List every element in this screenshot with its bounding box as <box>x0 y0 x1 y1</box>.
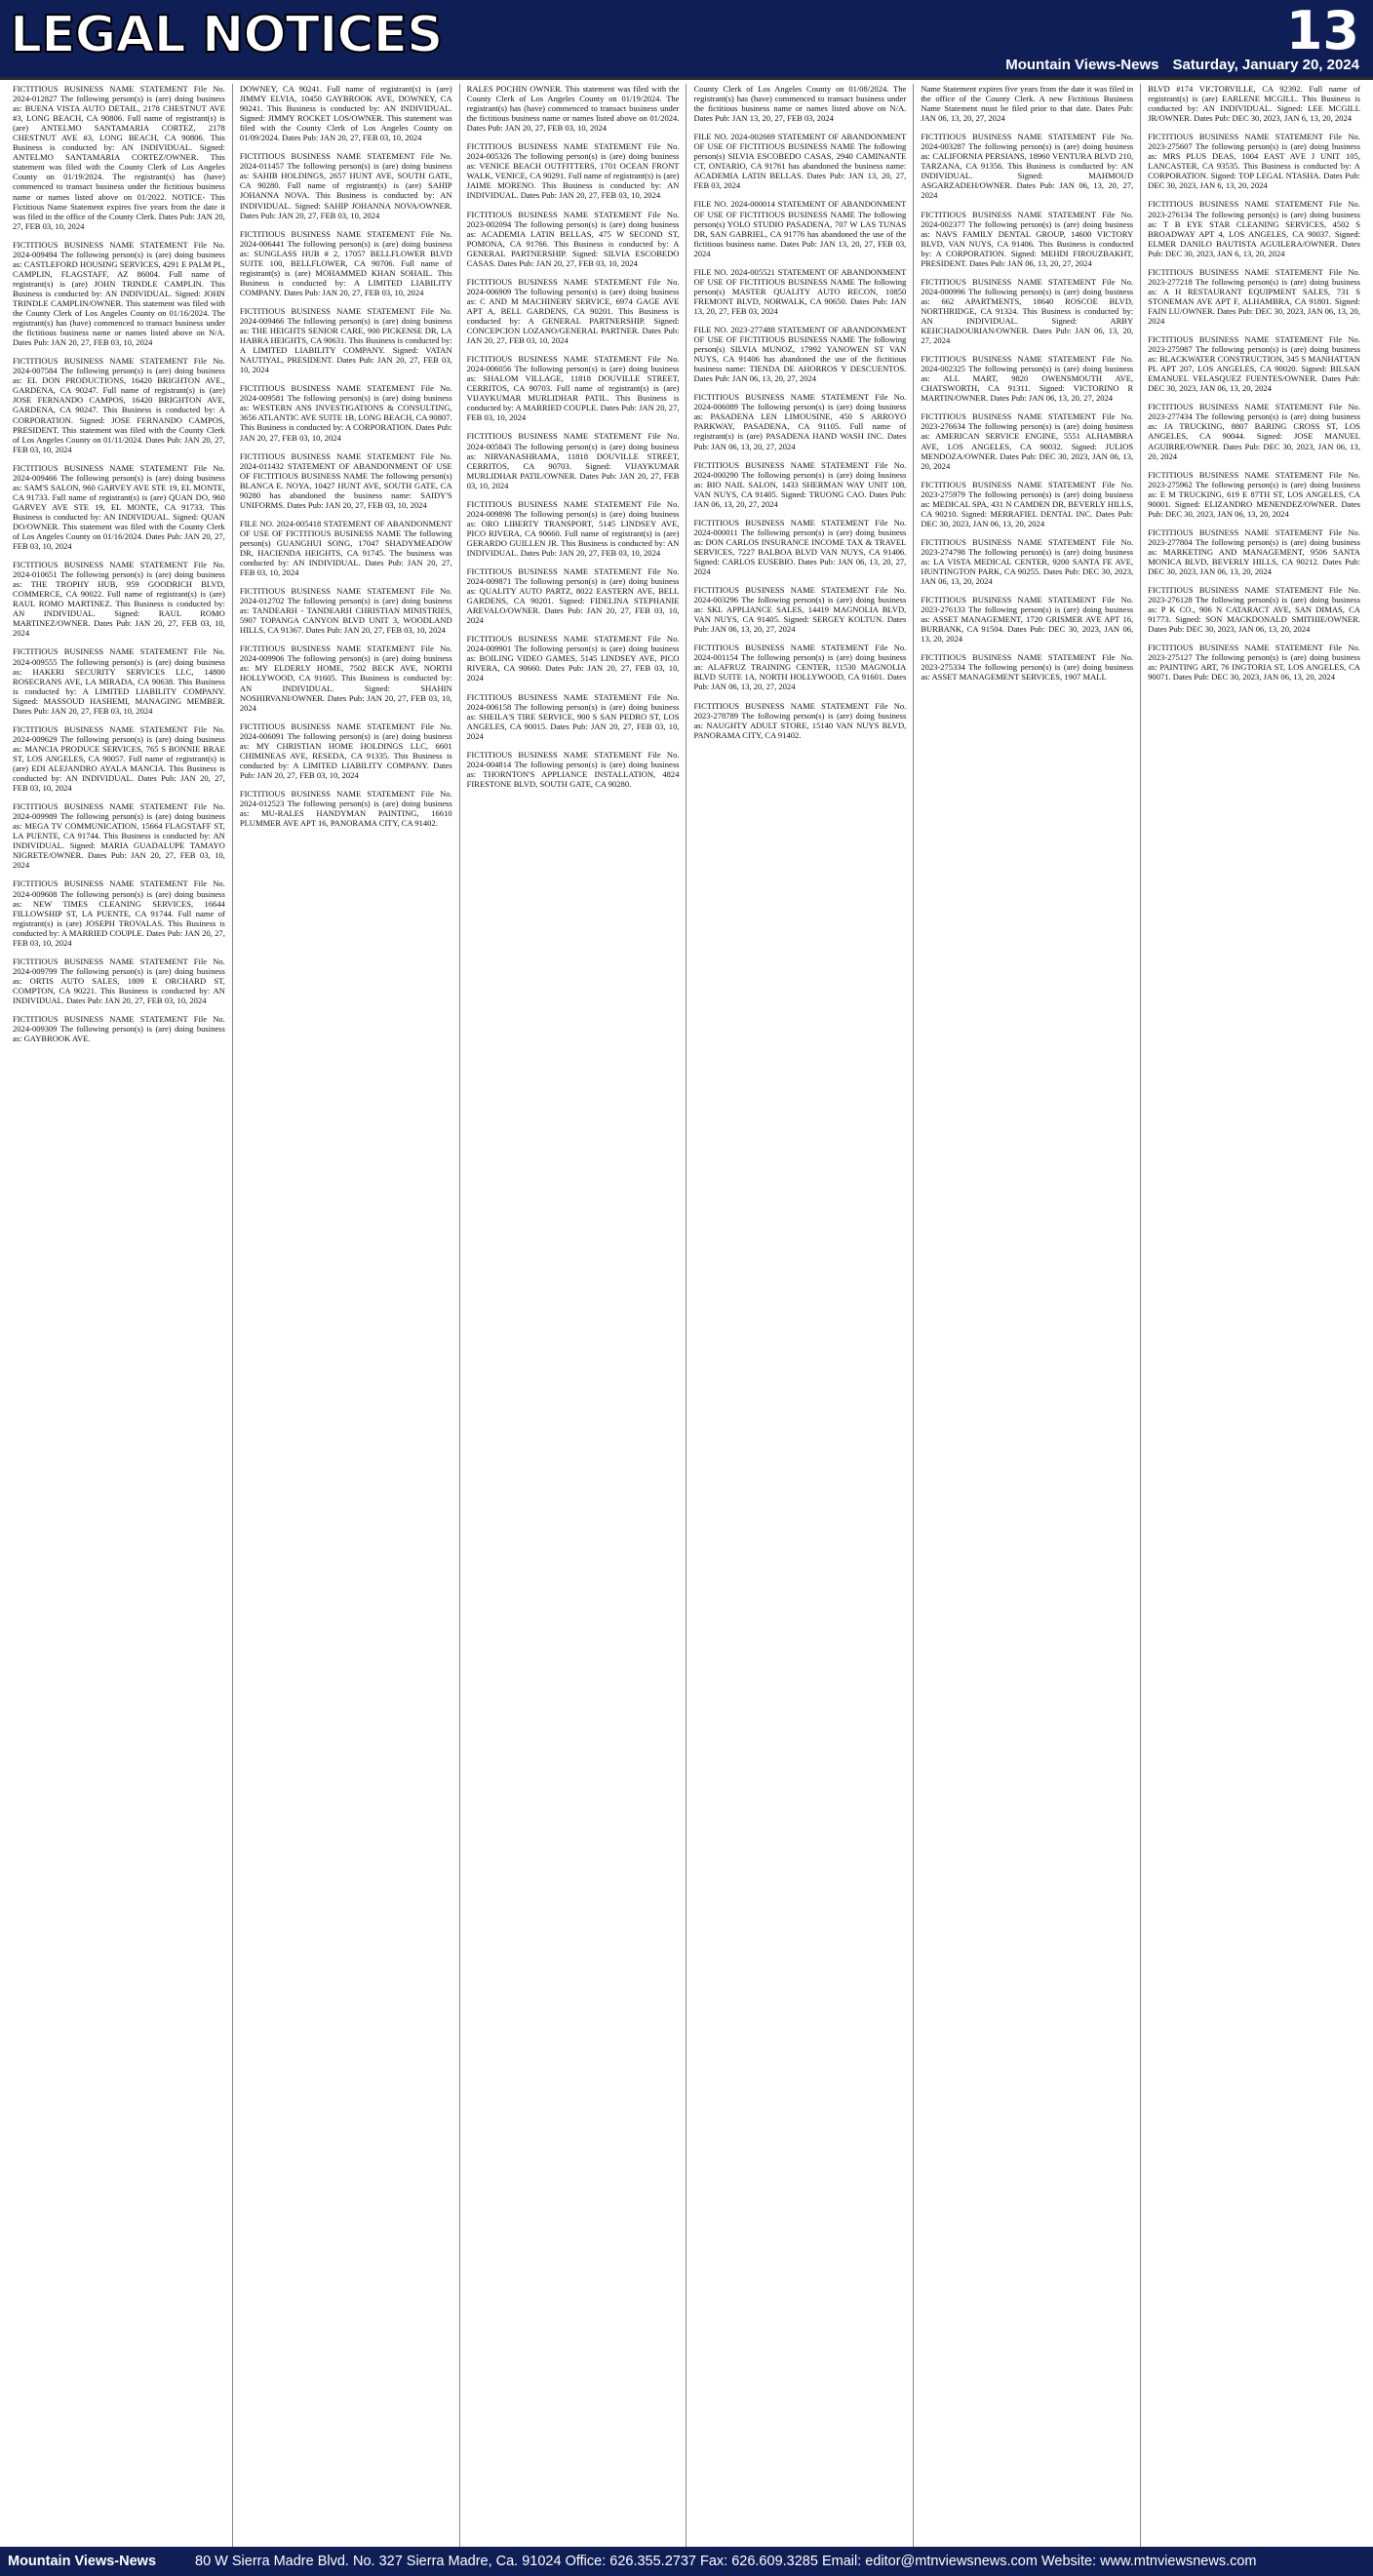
legal-notice: FICTITIOUS BUSINESS NAME STATEMENT File No. 2024-009799 The following person(s) is (are) doing business as: ORTIS AUTO SALES, 1809 E ORCHARD ST, COMPTON, CA 90221. This Business is conducted by: AN INDIVIDUAL. Dates Pub: JAN 20, 27, FEB 03, 10, 2024 <box>13 956 225 1005</box>
legal-notice: FICTITIOUS BUSINESS NAME STATEMENT File No. 2024-009555 The following person(s) is (are) doing business as: HAKERI SECURITY SERVICES LLC, 14800 ROSECRANS AVE, LA MIRADA, CA 90638. This Business is conducted by: A LIMITED LIABILITY COMPANY. Signed: MASSOUD HASHEMI, MANAGING MEMBER. Dates Pub: JAN 20, 27, FEB 03, 10, 2024 <box>13 646 225 716</box>
legal-notice: BLVD #174 VICTORVILLE, CA 92392. Full name of registrant(s) is (are) EARLENE MCGILL. This Business is conducted by: AN INDIVIDUAL. Signed: LEE MCGILL JR/OWNER. Dates Pub: DEC 30, 2023, JAN 6, 13, 20, 2024 <box>1148 84 1360 124</box>
legal-notice: FICTITIOUS BUSINESS NAME STATEMENT File No. 2024-009898 The following person(s) is (are) doing business as: ORO LIBERTY TRANSPORT, 5145 LINDSEY AVE, PICO RIVERA, CA 90660. Full name of registrant(s) is (are) GERARDO GUILLEN JR. This Business is conducted by: AN INDIVIDUAL. Dates Pub: JAN 20, 27, FEB 03, 10, 2024 <box>466 498 680 558</box>
legal-notice: FICTITIOUS BUSINESS NAME STATEMENT File No. 2023-276128 The following person(s) is (are) doing business as: P K CO., 906 N CATARACT AVE, SAN DIMAS, CA 91773. Signed: SON MACKDONALD SMITHIE/OWNER. Dates Pub: DEC 30, 2023, JAN 06, 13, 20, 2024 <box>1148 585 1360 635</box>
legal-notice: FILE NO. 2024-005418 STATEMENT OF ABANDONMENT OF USE OF FICTITIOUS BUSINESS NAME The following person(s) GUANGHUI SONG, 17047 SHADYMEADOW DR, HACIENDA HEIGHTS, CA 91745. The business was conducted by: AN INDIVIDUAL. Dates Pub: JAN 20, 27, FEB 03, 10, 2024 <box>239 518 452 578</box>
footer-bar <box>0 2547 1373 2576</box>
legal-notice: FICTITIOUS BUSINESS NAME STATEMENT File No. 2024-007584 The following person(s) is (are) doing business as: EL DON PRODUCTIONS, 16420 BRIGHTON AVE., GARDENA, CA 90247. Full name of registrant(s) is (are) JOSE FERNANDO CAMPOS, 16420 BRIGHTON AVE, GARDENA, CA 90247. This Business is conducted by: A CORPORATION. Signed: JOSE FERNANDO CAMPOS, PRESIDENT. This statement was filed with the County Clerk of Los Angeles County on 01/11/2024. Dates Pub: JAN 20, 27, FEB 03, 10, 2024 <box>13 356 225 454</box>
page-number: 13 <box>1285 0 1359 61</box>
column-2 <box>233 84 460 2547</box>
section-title: LEGAL NOTICES <box>10 6 443 64</box>
legal-notice: FICTITIOUS BUSINESS NAME STATEMENT File No. 2024-009466 The following person(s) is (are) doing business as: SAM'S SALON, 960 GARVEY AVE STE 19, EL MONTE, CA 91733. Full name of registrant(s) is (are) QUAN DO, 960 GARVEY AVE STE 19, EL MONTE, CA 91733. This Business is conducted by: AN INDIVIDUAL. Signed: QUAN DO/OWNER. This statement was filed with the County Clerk of Los Angeles County on 01/16/2024. Dates Pub: JAN 20, 27, FEB 03, 10, 2024 <box>13 462 225 552</box>
legal-notice: FICTITIOUS BUSINESS NAME STATEMENT File No. 2024-010651 The following person(s) is (are) doing business as: THE TROPHY HUB, 959 GOODRICH BLVD, COMMERCE, CA 90022. Full name of registrant(s) is (are) RAUL ROMO MARTINEZ. This Business is conducted by: AN INDIVIDUAL. Signed: RAUL ROMO MARTINEZ/OWNER. Dates Pub: JAN 20, 27, FEB 03, 10, 2024 <box>13 560 225 639</box>
legal-notice: FICTITIOUS BUSINESS NAME STATEMENT File No. 2023-276634 The following person(s) is (are) doing business as: AMERICAN SERVICE ENGINE, 5551 ALHAMBRA AVE, LOS ANGELES, CA 90032. Signed: JULIOS MENDOZA/OWNER. Dates Pub: DEC 30, 2023, JAN 06, 13, 20, 2024 <box>921 411 1134 471</box>
legal-notice: FILE NO. 2024-005521 STATEMENT OF ABANDONMENT OF USE OF FICTITIOUS BUSINESS NAME The following person(s) MASTER QUALITY AUTO RECON, 10850 FREMONT BLVD, NORWALK, CA 90650. Dates Pub: JAN 13, 20, 27, FEB 03, 2024 <box>693 266 907 316</box>
legal-notice: FILE NO. 2024-000014 STATEMENT OF ABANDONMENT OF USE OF FICTITIOUS BUSINESS NAME The following person(s) YOLO STUDIO PASADENA, 707 W LAS TUNAS DR, SAN GABRIEL, CA 91776 has abandoned the use of the fictitious business name. Dates Pub: JAN 13, 20, 27, FEB 03, 2024 <box>693 199 907 258</box>
legal-notice: FICTITIOUS BUSINESS NAME STATEMENT File No. 2023-274798 The following person(s) is (are) doing business as: LA VISTA MEDICAL CENTER, 9200 SANTA FE AVE, HUNTINGTON PARK, CA 90255. Dates Pub: DEC 30, 2023, JAN 06, 13, 20, 2024 <box>921 536 1134 587</box>
legal-notice: FICTITIOUS BUSINESS NAME STATEMENT File No. 2024-012827 The following person(s) is (are) doing business as: BUENA VISTA AUTO DETAIL, 2178 CHESTNUT AVE #3, LONG BEACH, CA 90806. Full name of registrant(s) is (are) ANTELMO SANTAMARIA CORTEZ, 2178 CHESTNUT AVE #3, LONG BEACH, CA 90806. This Business is conducted by: AN INDIVIDUAL. Signed: ANTELMO SANTAMARIA CORTEZ/OWNER. This statement was filed with the County Clerk of Los Angeles County on 01/19/2024. The registrant(s) has (have) commenced to transact business under the fictitious business name or names listed above on 01/2022. NOTICE- This Fictitious Name Statement expires five years from the date it was filed in the office of the County Clerk. Dates Pub: JAN 20, 27, FEB 03, 10, 2024 <box>13 84 225 231</box>
legal-notice: FICTITIOUS BUSINESS NAME STATEMENT File No. 2024-009989 The following person(s) is (are) doing business as: MEGA TV COMMUNICATION, 15664 FLAGSTAFF ST, LA PUENTE, CA 91744. This Business is conducted by: AN INDIVIDUAL. Signed: MARIA GUADALUPE TAMAYO NIGRETE/OWNER. Dates Pub: JAN 20, 27, FEB 03, 10, 2024 <box>13 801 225 871</box>
footer-name: Mountain Views-News <box>8 2554 157 2569</box>
notice-columns <box>6 84 1367 2547</box>
legal-notice: FICTITIOUS BUSINESS NAME STATEMENT File No. 2024-006909 The following person(s) is (are) doing business as: C AND M MACHINERY SERVICE, 6974 GAGE AVE APT A, BELL GARDENS, CA 90201. This Business is conducted by: A GENERAL PARTNERSHIP. Signed: CONCEPCION LOZANO/GENERAL PARTNER. Dates Pub: JAN 20, 27, FEB 03, 10, 2024 <box>466 276 680 346</box>
legal-notice: FICTITIOUS BUSINESS NAME STATEMENT File No. 2024-009466 The following person(s) is (are) doing business as: THE HEIGHTS SENIOR CARE, 900 PICKENSE DR, LA HABRA HEIGHTS, CA 90631. This Business is conducted by: A LIMITED LIABILITY COMPANY. Signed: VATAN NAUTIYAL, PRESIDENT. Dates Pub: JAN 20, 27, FEB 03, 10, 2024 <box>239 305 452 375</box>
legal-notice: FICTITIOUS BUSINESS NAME STATEMENT File No. 2024-009906 The following person(s) is (are) doing business as: MY ELDERLY HOME, 7502 BECK AVE, NORTH HOLLYWOOD, CA 91605. This Business is conducted by: AN INDIVIDUAL. Signed: SHAHIN NOSHIRVANI/OWNER. Dates Pub: JAN 20, 27, FEB 03, 10, 2024 <box>239 644 452 713</box>
legal-notice: FICTITIOUS BUSINESS NAME STATEMENT File No. 2024-002377 The following person(s) is (are) doing business as: NAVS FAMILY DENTAL GROUP, 14600 VICTORY BLVD, VAN NUYS, CA 91406. This Business is conducted by: A CORPORATION. Signed: MEHDI FIROUZBAKHT, PRESIDENT. Dates Pub: JAN 06, 13, 20, 27, 2024 <box>921 209 1134 268</box>
legal-notice: FICTITIOUS BUSINESS NAME STATEMENT File No. 2023-275987 The following person(s) is (are) doing business as: BLACKWATER CONSTRUCTION, 345 S MANHATTAN PL APT 207, LOS ANGELES, CA 90020. Signed: BILSAN EMANUEL VELASQUEZ FUENTES/OWNER. Dates Pub: DEC 30, 2023, JAN 06, 13, 20, 2024 <box>1148 334 1360 394</box>
legal-notice: FICTITIOUS BUSINESS NAME STATEMENT File No. 2023-275607 The following person(s) is (are) doing business as: MRS PLUS DEAS, 1004 EAST AVE J UNIT 105, LANCASTER, CA 93535. This Business is conducted by: A CORPORATION. Signed: TOP LEGAL NTASHA. Dates Pub: DEC 30, 2023, JAN 6, 13, 20, 2024 <box>1148 132 1360 191</box>
legal-notice: FICTITIOUS BUSINESS NAME STATEMENT File No. 2024-006056 The following person(s) is (are) doing business as: SHALOM VILLAGE, 11818 DOUVILLE STREET, CERRITOS, CA 90703. Full name of registrant(s) is (are) VIJAYKUMAR MURLIDHAR PATIL. This Business is conducted by: A MARRIED COUPLE. Dates Pub: JAN 20, 27, FEB 03, 10, 2024 <box>466 354 680 423</box>
issue-date: Saturday, January 20, 2024 <box>1172 57 1359 73</box>
legal-notice: FICTITIOUS BUSINESS NAME STATEMENT File No. 2024-009608 The following person(s) is (are) doing business as: NEW TIMES CLEANING SERVICES, 16644 FILLOWSHIP ST, LA PUENTE, CA 91744. Full name of registrant(s) is (are) JOSEPH TROVALAS. This Business is conducted by: A MARRIED COUPLE. Dates Pub: JAN 20, 27, FEB 03, 10, 2024 <box>13 878 225 948</box>
masthead <box>0 0 1373 80</box>
legal-notice: FICTITIOUS BUSINESS NAME STATEMENT File No. 2024-003296 The following person(s) is (are) doing business as: SKL APPLIANCE SALES, 14419 MAGNOLIA BLVD, VAN NUYS, CA 91405. Signed: SERGEY KOLTUN. Dates Pub: JAN 06, 13, 20, 27, 2024 <box>693 585 907 635</box>
legal-notice: FICTITIOUS BUSINESS NAME STATEMENT File No. 2024-012702 The following person(s) is (are) doing business as: TANDEARH - TANDEARH CHRISTIAN MINISTRIES, 5907 TOPANGA CANYON BLVD UNIT 3, WOODLAND HILLS, CA 91367. Dates Pub: JAN 20, 27, FEB 03, 10, 2024 <box>239 586 452 636</box>
legal-notice: FICTITIOUS BUSINESS NAME STATEMENT File No. 2023-276134 The following person(s) is (are) doing business as: T B EYE STAR CLEANING SERVICES, 4502 S BROADWAY APT 4, LOS ANGELES, CA 90037. Signed: ELMER DANILO BAUTISTA AGUILERA/OWNER. Dates Pub: DEC 30, 2023, JAN 6, 13, 20, 2024 <box>1148 199 1360 258</box>
footer-contact: 80 W Sierra Madre Blvd. No. 327 Sierra Madre, Ca. 91024 Office: 626.355.2737 Fax: 626.609.3285 Email: editor@mtnviewsnews.com Website: www.mtnviewsnews.com <box>195 2554 1257 2569</box>
legal-notice: FICTITIOUS BUSINESS NAME STATEMENT File No. 2024-000996 The following person(s) is (are) doing business as: 662 APARTMENTS, 18640 ROSCOE BLVD, NORTHRIDGE, CA 91324. This Business is conducted by: AN INDIVIDUAL. Signed: ARBY KEHCHADOURIAN/OWNER. Dates Pub: JAN 06, 13, 20, 27, 2024 <box>921 276 1134 346</box>
legal-notice: FICTITIOUS BUSINESS NAME STATEMENT File No. 2024-009629 The following person(s) is (are) doing business as: MANCIA PRODUCE SERVICES, 765 S BONNIE BRAE ST, LOS ANGELES, CA 90057. Full name of registrant(s) is (are) EDI ALEJANDRO AYALA MANCIA. This Business is conducted by: AN INDIVIDUAL. Dates Pub: JAN 20, 27, FEB 03, 10, 2024 <box>13 723 225 794</box>
legal-notice: FICTITIOUS BUSINESS NAME STATEMENT File No. 2024-011457 The following person(s) is (are) doing business as: SAHIB HOLDINGS, 2657 HUNT AVE, SOUTH GATE, CA 90280. Full name of registrant(s) is (are) SAHIP JOHANNA NOVA. This Business is conducted by: AN INDIVIDUAL. Signed: SAHIP JOHANNA NOVA/OWNER. Dates Pub: JAN 20, 27, FEB 03, 10, 2024 <box>239 151 452 220</box>
legal-notice: FICTITIOUS BUSINESS NAME STATEMENT File No. 2024-009581 The following person(s) is (are) doing business as: WESTERN ANS INVESTIGATIONS & CONSULTING, 3656 ATLANTIC AVE SUITE 1B, LONG BEACH, CA 90807. This Business is conducted by: A CORPORATION. Dates Pub: JAN 20, 27, FEB 03, 10, 2024 <box>239 383 452 443</box>
legal-notice: FILE NO. 2023-277488 STATEMENT OF ABANDONMENT OF USE OF FICTITIOUS BUSINESS NAME The following person(s) SILVIA MUNOZ, 17992 YANOWEN ST VAN NUYS, CA 91406 has abandoned the use of the fictitious business name: TIENDA DE AHORROS Y DESCUENTOS. Dates Pub: JAN 06, 13, 20, 27, 2024 <box>693 324 907 384</box>
legal-notice: FICTITIOUS BUSINESS NAME STATEMENT File No. 2024-009871 The following person(s) is (are) doing business as: QUALITY AUTO PARTZ, 8022 EASTERN AVE, BELL GARDENS, CA 90201. Signed: FIDELINA STEPHANIE AREVALO/OWNER. Dates Pub: JAN 20, 27, FEB 03, 10, 2024 <box>466 566 680 626</box>
legal-notice: FICTITIOUS BUSINESS NAME STATEMENT File No. 2024-009901 The following person(s) is (are) doing business as: BOILING VIDEO GAMES, 5145 LINDSEY AVE, PICO RIVERA, CA 90660. Dates Pub: JAN 20, 27, FEB 03, 10, 2024 <box>466 634 680 683</box>
legal-notice: FICTITIOUS BUSINESS NAME STATEMENT File No. 2024-009494 The following person(s) is (are) doing business as: CASTLEFORD HOUSING SERVICES, 4291 E PALM PL, CAMPLIN, FLAGSTAFF, AZ 86004. Full name of registrant(s) is (are) JOHN TRINDLE CAMPLIN. This Business is conducted by: AN INDIVIDUAL. Signed: JOHN TRINDLE CAMPLIN/OWNER. This statement was filed with the County Clerk of Los Angeles County on 01/16/2024. The registrant(s) has (have) commenced to transact business under the fictitious business name or names listed above on N/A. Dates Pub: JAN 20, 27, FEB 03, 10, 2024 <box>13 239 225 348</box>
legal-notice: FICTITIOUS BUSINESS NAME STATEMENT File No. 2024-011432 STATEMENT OF ABANDONMENT OF USE OF FICTITIOUS BUSINESS NAME The following person(s) BLANCA E. NOYA, 10427 HUNT AVE, SOUTH GATE, CA 90280 has abandoned the business name: SAIDY'S UNIFORMS. Dates Pub: JAN 20, 27, FEB 03, 10, 2024 <box>239 450 452 510</box>
publication-line <box>992 57 1359 73</box>
legal-notice: FICTITIOUS BUSINESS NAME STATEMENT File No. 2023-002094 The following person(s) is (are) doing business as: ACADEMIA LATIN BELLAS, 475 W SECOND ST, POMONA, CA 91766. This Business is conducted by: A GENERAL PARTNERSHIP. Signed: SILVIA ESCOBEDO CASAS. Dates Pub: JAN 20, 27, FEB 03, 10, 2024 <box>466 209 680 268</box>
column-6 <box>1141 84 1367 2547</box>
legal-notice: FICTITIOUS BUSINESS NAME STATEMENT File No. 2024-006089 The following person(s) is (are) doing business as: PASADENA LEN LIMOUSINE, 450 S ARROYO PARKWAY, PASADENA, CA 91105. Full name of registrant(s) is (are) PASADENA HAND WASH INC. Dates Pub: JAN 06, 13, 20, 27, 2024 <box>693 392 907 451</box>
legal-notice: FICTITIOUS BUSINESS NAME STATEMENT File No. 2023-275962 The following person(s) is (are) doing business as: E M TRUCKING, 619 E 87TH ST, LOS ANGELES, CA 90001. Signed: ELIZANDRO MENENDEZ/OWNER. Dates Pub: DEC 30, 2023, JAN 06, 13, 20, 2024 <box>1148 469 1360 519</box>
column-4 <box>686 84 914 2547</box>
legal-notice: FICTITIOUS BUSINESS NAME STATEMENT File No. 2024-000290 The following person(s) is (are) doing business as: BIO NAIL SALON, 1433 SHERMAN WAY UNIT 108, VAN NUYS, CA 91405. Signed: TRUONG CAO. Dates Pub: JAN 06, 13, 20, 27, 2024 <box>693 459 907 509</box>
legal-notice: FICTITIOUS BUSINESS NAME STATEMENT File No. 2024-005326 The following person(s) is (are) doing business as: VENICE BEACH OUTFITTERS, 1701 OCEAN FRONT WALK, VENICE, CA 90291. Full name of registrant(s) is (are) JAIME MORENO. This Business is conducted by: AN INDIVIDUAL. Dates Pub: JAN 20, 27, FEB 03, 10, 2024 <box>466 141 680 201</box>
legal-notice: FICTITIOUS BUSINESS NAME STATEMENT File No. 2024-006158 The following person(s) is (are) doing business as: SHEILA'S TIRE SERVICE, 900 S SAN PEDRO ST, LOS ANGELES, CA 90015. Dates Pub: JAN 20, 27, FEB 03, 10, 2024 <box>466 691 680 741</box>
legal-notice: FICTITIOUS BUSINESS NAME STATEMENT File No. 2024-006441 The following person(s) is (are) doing business as: SUNGLASS HUB # 2, 17057 BELLFLOWER BLVD SUITE 100, BELLFLOWER, CA 90706. Full name of registrant(s) is (are) MOHAMMED KHAN SOHAIL. This Business is conducted by: A LIMITED LIABILITY COMPANY. Dates Pub: JAN 20, 27, FEB 03, 10, 2024 <box>239 228 452 297</box>
legal-notice: FILE NO. 2024-002669 STATEMENT OF ABANDONMENT OF USE OF FICTITIOUS BUSINESS NAME The following person(s) SILVIA ESCOBEDO CASAS, 2940 CAMINANTE CT, ONTARIO, CA 91761 has abandoned the business name: ACADEMIA LATIN BELLAS. Dates Pub: JAN 13, 20, 27, FEB 03, 2024 <box>693 132 907 191</box>
legal-notice: FICTITIOUS BUSINESS NAME STATEMENT File No. 2023-275334 The following person(s) is (are) doing business as: ASSET MANAGEMENT SERVICES, 1907 MALL <box>921 652 1134 683</box>
legal-notice: FICTITIOUS BUSINESS NAME STATEMENT File No. 2023-275127 The following person(s) is (are) doing business as: PAINTING ART, 76 INGTORIA ST, LOS ANGELES, CA 90071. Dates Pub: DEC 30, 2023, JAN 06, 13, 20, 2024 <box>1148 643 1360 683</box>
legal-notice: FICTITIOUS BUSINESS NAME STATEMENT File No. 2023-277434 The following person(s) is (are) doing business as: JA TRUCKING, 8807 BARING CROSS ST, LOS ANGELES, CA 90044. Signed: JOSE MANUEL AGUIRRE/OWNER. Dates Pub: DEC 30, 2023, JAN 06, 13, 20, 2024 <box>1148 402 1360 461</box>
legal-notice: FICTITIOUS BUSINESS NAME STATEMENT File No. 2023-277804 The following person(s) is (are) doing business as: MARKETING AND MANAGEMENT, 9506 SANTA MONICA BLVD, BEVERLY HILLS, CA 90212. Dates Pub: DEC 30, 2023, JAN 06, 13, 20, 2024 <box>1148 527 1360 577</box>
legal-notice: DOWNEY, CA 90241. Full name of registrant(s) is (are) JIMMY ELVIA, 10450 GAYBROOK AVE, DOWNEY, CA 90241. This Business is conducted by: AN INDIVIDUAL. Signed: JIMMY ROCKET LOS/OWNER. This statement was filed with the County Clerk of Los Angeles County on 01/09/2024. Dates Pub: JAN 20, 27, FEB 03, 10, 2024 <box>239 84 452 143</box>
legal-notice: FICTITIOUS BUSINESS NAME STATEMENT File No. 2023-278789 The following person(s) is (are) doing business as: NAUGHTY ADULT STORE, 15140 VAN NUYS BLVD, PANORAMA CITY, CA 91402. <box>693 700 907 740</box>
legal-notice: Name Statement expires five years from the date it was filed in the office of the County Clerk. A new Fictitious Business Name Statement must be filed prior to that date. Dates Pub: JAN 06, 13, 20, 27, 2024 <box>921 84 1134 124</box>
legal-notice: County Clerk of Los Angeles County on 01/08/2024. The registrant(s) has (have) commenced to transact business under the fictitious business name or names listed above on N/A. Dates Pub: JAN 13, 20, 27, FEB 03, 2024 <box>693 84 907 124</box>
legal-notice: FICTITIOUS BUSINESS NAME STATEMENT File No. 2023-277218 The following person(s) is (are) doing business as: A H RESTAURANT EQUIPMENT SALES, 731 S STONEMAN AVE APT F, ALHAMBRA, CA 91801. Signed: FAIN LU/OWNER. Dates Pub: DEC 30, 2023, JAN 06, 13, 20, 2024 <box>1148 266 1360 326</box>
legal-notice: FICTITIOUS BUSINESS NAME STATEMENT File No. 2024-001154 The following person(s) is (are) doing business as: ALAFRUZ TRAINING CENTER, 11530 MAGNOLIA BLVD SUITE 1A, NORTH HOLLYWOOD, CA 91601. Dates Pub: JAN 06, 13, 20, 27, 2024 <box>693 643 907 692</box>
legal-notice: FICTITIOUS BUSINESS NAME STATEMENT File No. 2023-276133 The following person(s) is (are) doing business as: ASSET MANAGEMENT, 1720 GRISMER AVE APT 16, BURBANK, CA 91504. Dates Pub: DEC 30, 2023, JAN 06, 13, 20, 2024 <box>921 595 1134 644</box>
legal-notice: FICTITIOUS BUSINESS NAME STATEMENT File No. 2024-006091 The following person(s) is (are) doing business as: MY CHRISTIAN HOME HOLDINGS LLC, 6601 CHIMINEAS AVE, RESEDA, CA 91335. This Business is conducted by: A LIMITED LIABILITY COMPANY. Dates Pub: JAN 20, 27, FEB 03, 10, 2024 <box>239 721 452 780</box>
legal-notice: FICTITIOUS BUSINESS NAME STATEMENT File No. 2023-275979 The following person(s) is (are) doing business as: MEDICAL SPA, 431 N CAMDEN DR, BEVERLY HILLS, CA 90210. Signed: MERRAFIEL DENTAL INC. Dates Pub: DEC 30, 2023, JAN 06, 13, 20, 2024 <box>921 479 1134 528</box>
column-5 <box>914 84 1141 2547</box>
legal-notice: FICTITIOUS BUSINESS NAME STATEMENT File No. 2024-012523 The following person(s) is (are) doing business as: MU-RALES HANDYMAN PAINTING, 16610 PLUMMER AVE APT 16, PANORAMA CITY, CA 91402. <box>239 788 452 829</box>
legal-notice: RALES POCHIN OWNER. This statement was filed with the County Clerk of Los Angeles County on 01/19/2024. The registrant(s) has (have) commenced to transact business under the fictitious business name or names listed above on 01/2024. Dates Pub: JAN 20, 27, FEB 03, 10, 2024 <box>466 84 680 134</box>
legal-notice: FICTITIOUS BUSINESS NAME STATEMENT File No. 2024-000011 The following person(s) is (are) doing business as: DON CARLOS INSURANCE INCOME TAX & TRAVEL SERVICES, 7227 BALBOA BLVD VAN NUYS, CA 91406. Signed: CARLOS EUSEBIO. Dates Pub: JAN 06, 13, 20, 27, 2024 <box>693 517 907 577</box>
column-1 <box>6 84 233 2547</box>
column-3 <box>460 84 687 2547</box>
legal-notice: FICTITIOUS BUSINESS NAME STATEMENT File No. 2024-009309 The following person(s) is (are) doing business as: GAYBROOK AVE. <box>13 1014 225 1044</box>
legal-notice: FICTITIOUS BUSINESS NAME STATEMENT File No. 2024-005843 The following person(s) is (are) doing business as: NIRVANASHRAMA, 11818 DOUVILLE STREET, CERRITOS, CA 90703. Signed: VIJAYKUMAR MURLIDHAR PATIL/OWNER. Dates Pub: JAN 20, 27, FEB 03, 10, 2024 <box>466 431 680 490</box>
publication-name: Mountain Views-News <box>1005 57 1159 73</box>
legal-notice: FICTITIOUS BUSINESS NAME STATEMENT File No. 2024-002325 The following person(s) is (are) doing business as: ALL MART, 9820 OWENSMOUTH AVE, CHATSWORTH, CA 91311. Signed: VICTORINO R MARTIN/OWNER. Dates Pub: JAN 06, 13, 20, 27, 2024 <box>921 354 1134 404</box>
legal-notice: FICTITIOUS BUSINESS NAME STATEMENT File No. 2024-003287 The following person(s) is (are) doing business as: CALIFORNIA PERSIANS, 18960 VENTURA BLVD 210, TARZANA, CA 91356. This Business is conducted by: AN INDIVIDUAL. Signed: MAHMOUD ASGARZADEH/OWNER. Dates Pub: JAN 06, 13, 20, 27, 2024 <box>921 132 1134 201</box>
legal-notice: FICTITIOUS BUSINESS NAME STATEMENT File No. 2024-004814 The following person(s) is (are) doing business as: THORNTON'S APPLIANCE INSTALLATION, 4824 FIRESTONE BLVD, SOUTH GATE, CA 90280. <box>466 749 680 789</box>
